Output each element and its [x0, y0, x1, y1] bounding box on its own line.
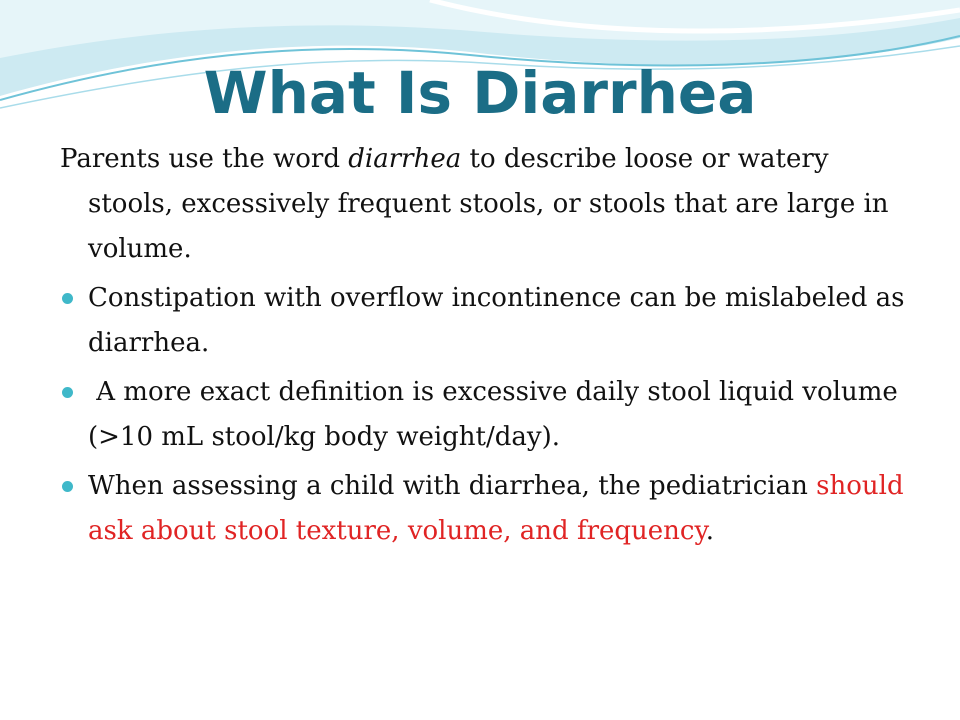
bullet-item-2 [60, 370, 920, 460]
intro-paragraph [60, 137, 920, 272]
bullet-dot-icon [62, 481, 73, 492]
intro-text-after: to describe loose or watery stools, excessively frequent stools, or stools that are large in volume. [88, 144, 889, 264]
bullet-dot-icon [62, 387, 73, 398]
bullet-item-1 [60, 276, 920, 366]
bullet-text: Constipation with overflow incontinence can be mislabeled as diarrhea. [88, 283, 905, 358]
bullet-item-3 [60, 464, 920, 554]
bullet-text: A more exact definition is excessive daily stool liquid volume (>10 mL stool/kg body weight/day). [88, 377, 906, 452]
intro-emphasis: diarrhea [348, 144, 462, 174]
intro-text-before: Parents use the word [60, 144, 349, 174]
slide-title: What Is Diarrhea [203, 59, 757, 127]
bullet-text: When assessing a child with diarrhea, the pediatrician [88, 471, 817, 501]
highlighted-text: should ask about stool texture, volume, and frequency [88, 471, 904, 546]
bullet-dot-icon [62, 293, 73, 304]
bullet-text-end: . [705, 516, 714, 546]
slide-body [60, 137, 920, 558]
